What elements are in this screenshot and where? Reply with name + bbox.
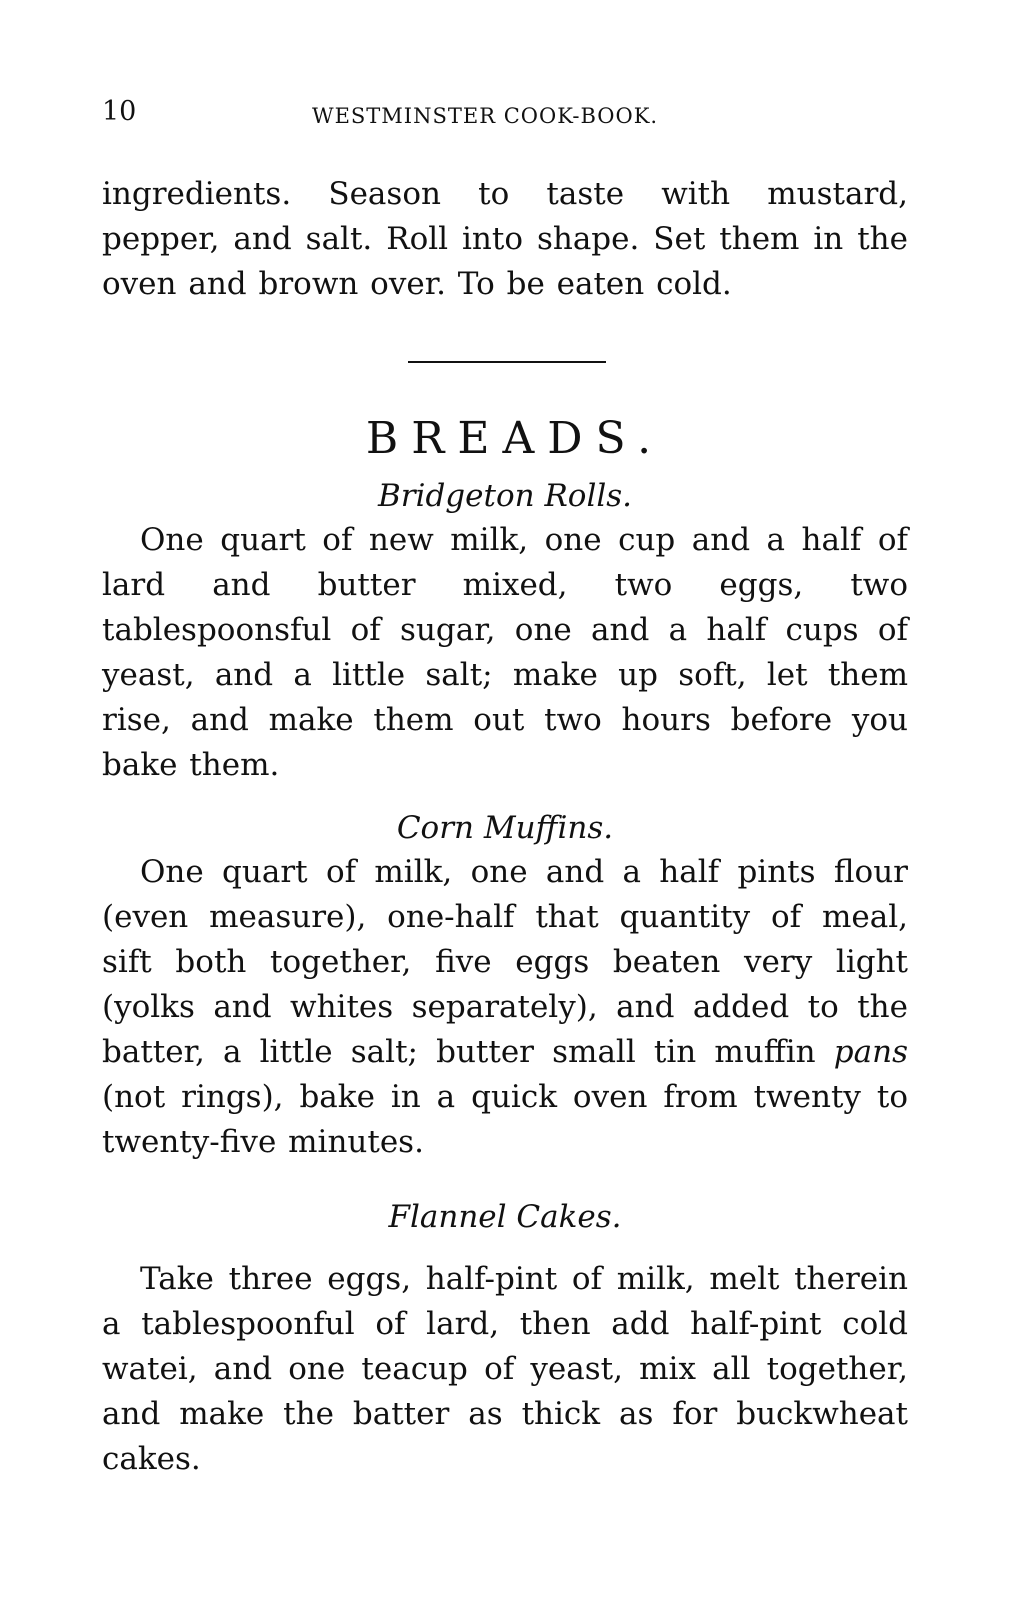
intro-paragraph: ingredients. Season to taste with mustard, pepper, and salt. Roll into shape. Set them in the oven and brown over. To be eaten cold. bbox=[102, 176, 908, 302]
running-head bbox=[102, 96, 908, 136]
recipe-body-bridgeton-rolls: One quart of new milk, one cup and a half of lard and butter mixed, two eggs, two tablespoonsful of sugar, one and a half cups of yeast, and a little salt; make up soft, let them rise, and make them out two hours before you bake them. bbox=[102, 522, 908, 783]
recipe-title-bridgeton-rolls: Bridgeton Rolls. bbox=[377, 478, 633, 514]
section-heading: BREADS. bbox=[365, 413, 665, 464]
recipe-title-flannel-cakes: Flannel Cakes. bbox=[388, 1199, 622, 1235]
recipe-body-corn-muffins-part2: (not rings), bake in a quick oven from twenty to twenty-five minutes. bbox=[102, 1079, 908, 1160]
recipe-body-corn-muffins-part1: One quart of milk, one and a half pints flour (even measure), one-half that quantity of meal, sift both together, five eggs beaten very light (yolks and whites separately), and added to the batter, a little salt; butter small tin muffin bbox=[102, 854, 908, 1070]
page-number: 10 bbox=[102, 96, 137, 127]
recipe-body-flannel-cakes: Take three eggs, half-pint of milk, melt therein a tablespoonful of lard, then add half-pint cold watei, and one teacup of yeast, mix all together, and make the batter as thick as for buckwheat cakes. bbox=[102, 1261, 908, 1477]
recipe-body-corn-muffins-italic: pans bbox=[833, 1034, 908, 1070]
section-divider bbox=[408, 361, 606, 363]
recipe-title-corn-muffins: Corn Muffins. bbox=[396, 810, 614, 846]
book-title: WESTMINSTER COOK-BOOK. bbox=[312, 104, 659, 128]
recipe-body-corn-muffins bbox=[102, 850, 908, 1165]
book-page bbox=[102, 96, 908, 1482]
